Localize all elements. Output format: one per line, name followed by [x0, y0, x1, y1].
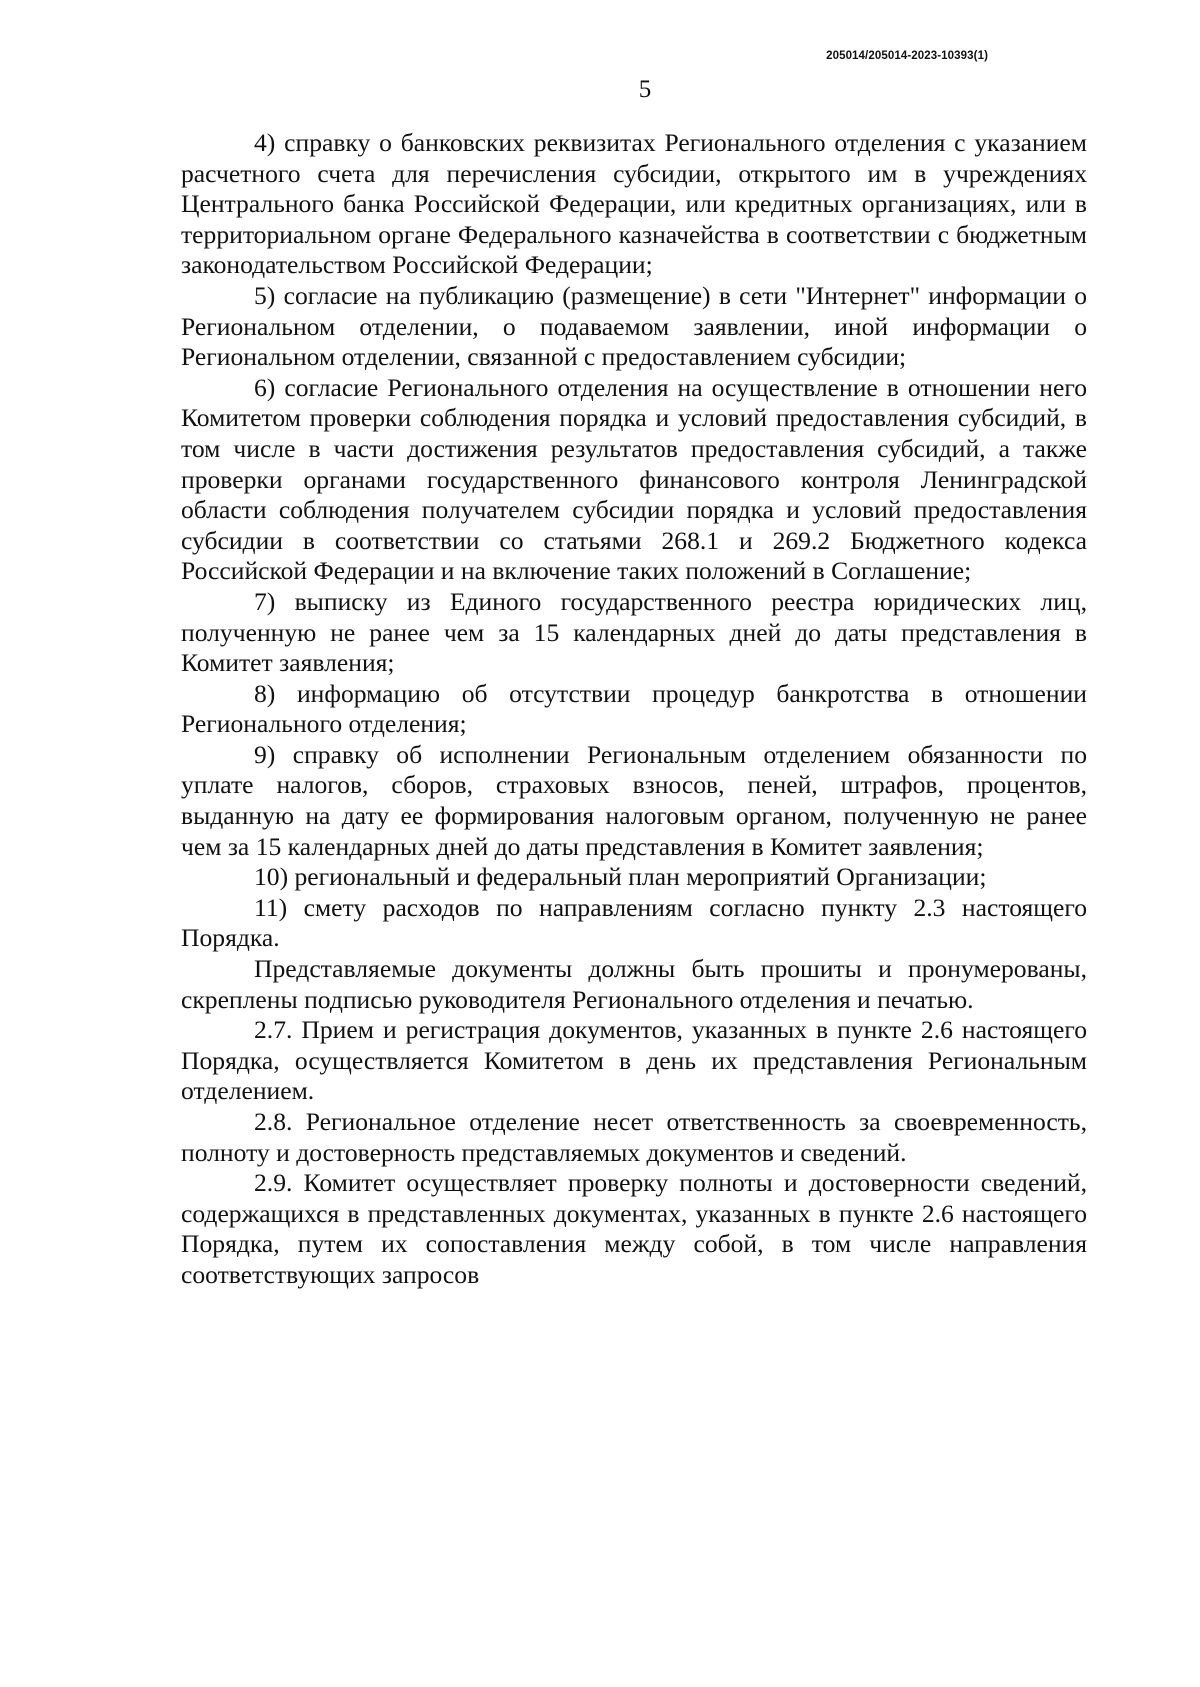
- paragraph-item-6: 6) согласие Регионального отделения на осуществление в отношении него Комитетом проверки соблюдения порядка и условий предоставления субсидий, в том числе в части достижения результатов предоставления субсидий, а также проверки органами государственного финансового контроля Ленинградской области соблюдения получателем субсидии порядка и условий предоставления субсидии в соответствии со статьями 268.1 и 269.2 Бюджетного кодекса Российской Федерации и на включение таких положений в Соглашение;: [181, 372, 1087, 586]
- paragraph-item-10: 10) региональный и федеральный план мероприятий Организации;: [254, 862, 987, 892]
- paragraph-documents-requirements: Представляемые документы должны быть прошиты и пронумерованы, скреплены подписью руководителя Регионального отделения и печатью.: [181, 954, 1087, 1014]
- paragraph-item-4: 4) справку о банковских реквизитах Регионального отделения с указанием расчетного счета для перечисления субсидии, открытого им в учреждениях Центрального банка Российской Федерации, или кредитных организациях, или в территориальном органе Федерального казначейства в соответствии с бюджетным законодательством Российской Федерации;: [181, 128, 1087, 280]
- document-body: [181, 128, 1087, 1291]
- paragraph-item-11: 11) смету расходов по направлениям согласно пункту 2.3 настоящего Порядка.: [181, 892, 1087, 953]
- page-number: 5: [638, 76, 652, 103]
- paragraph-section-2-9: 2.9. Комитет осуществляет проверку полноты и достоверности сведений, содержащихся в представленных документах, указанных в пункте 2.6 настоящего Порядка, путем их сопоставления между собой, в том числе направления соответствующих запросов: [181, 1168, 1087, 1289]
- document-registration-number: 205014/205014-2023-10393(1): [826, 50, 988, 62]
- paragraph-section-2-8: 2.8. Региональное отделение несет ответственность за своевременность, полноту и достоверность представляемых документов и сведений.: [181, 1107, 1087, 1167]
- paragraph-section-2-7: 2.7. Прием и регистрация документов, указанных в пункте 2.6 настоящего Порядка, осуществляется Комитетом в день их представления Региональным отделением.: [181, 1015, 1087, 1106]
- paragraph-item-7: 7) выписку из Единого государственного реестра юридических лиц, полученную не ранее чем за 15 календарных дней до даты представления в Комитет заявления;: [181, 586, 1087, 678]
- paragraph-item-5: 5) согласие на публикацию (размещение) в сети "Интернет" информации о Региональном отделении, о подаваемом заявлении, иной информации о Региональном отделении, связанной с предоставлением субсидии;: [181, 280, 1087, 372]
- paragraph-item-9: 9) справку об исполнении Региональным отделением обязанности по уплате налогов, сборов, страховых взносов, пеней, штрафов, процентов, выданную на дату ее формирования налоговым органом, полученную не ранее чем за 15 календарных дней до даты представления в Комитет заявления;: [181, 739, 1087, 861]
- paragraph-item-8: 8) информацию об отсутствии процедур банкротства в отношении Регионального отделения;: [181, 678, 1087, 739]
